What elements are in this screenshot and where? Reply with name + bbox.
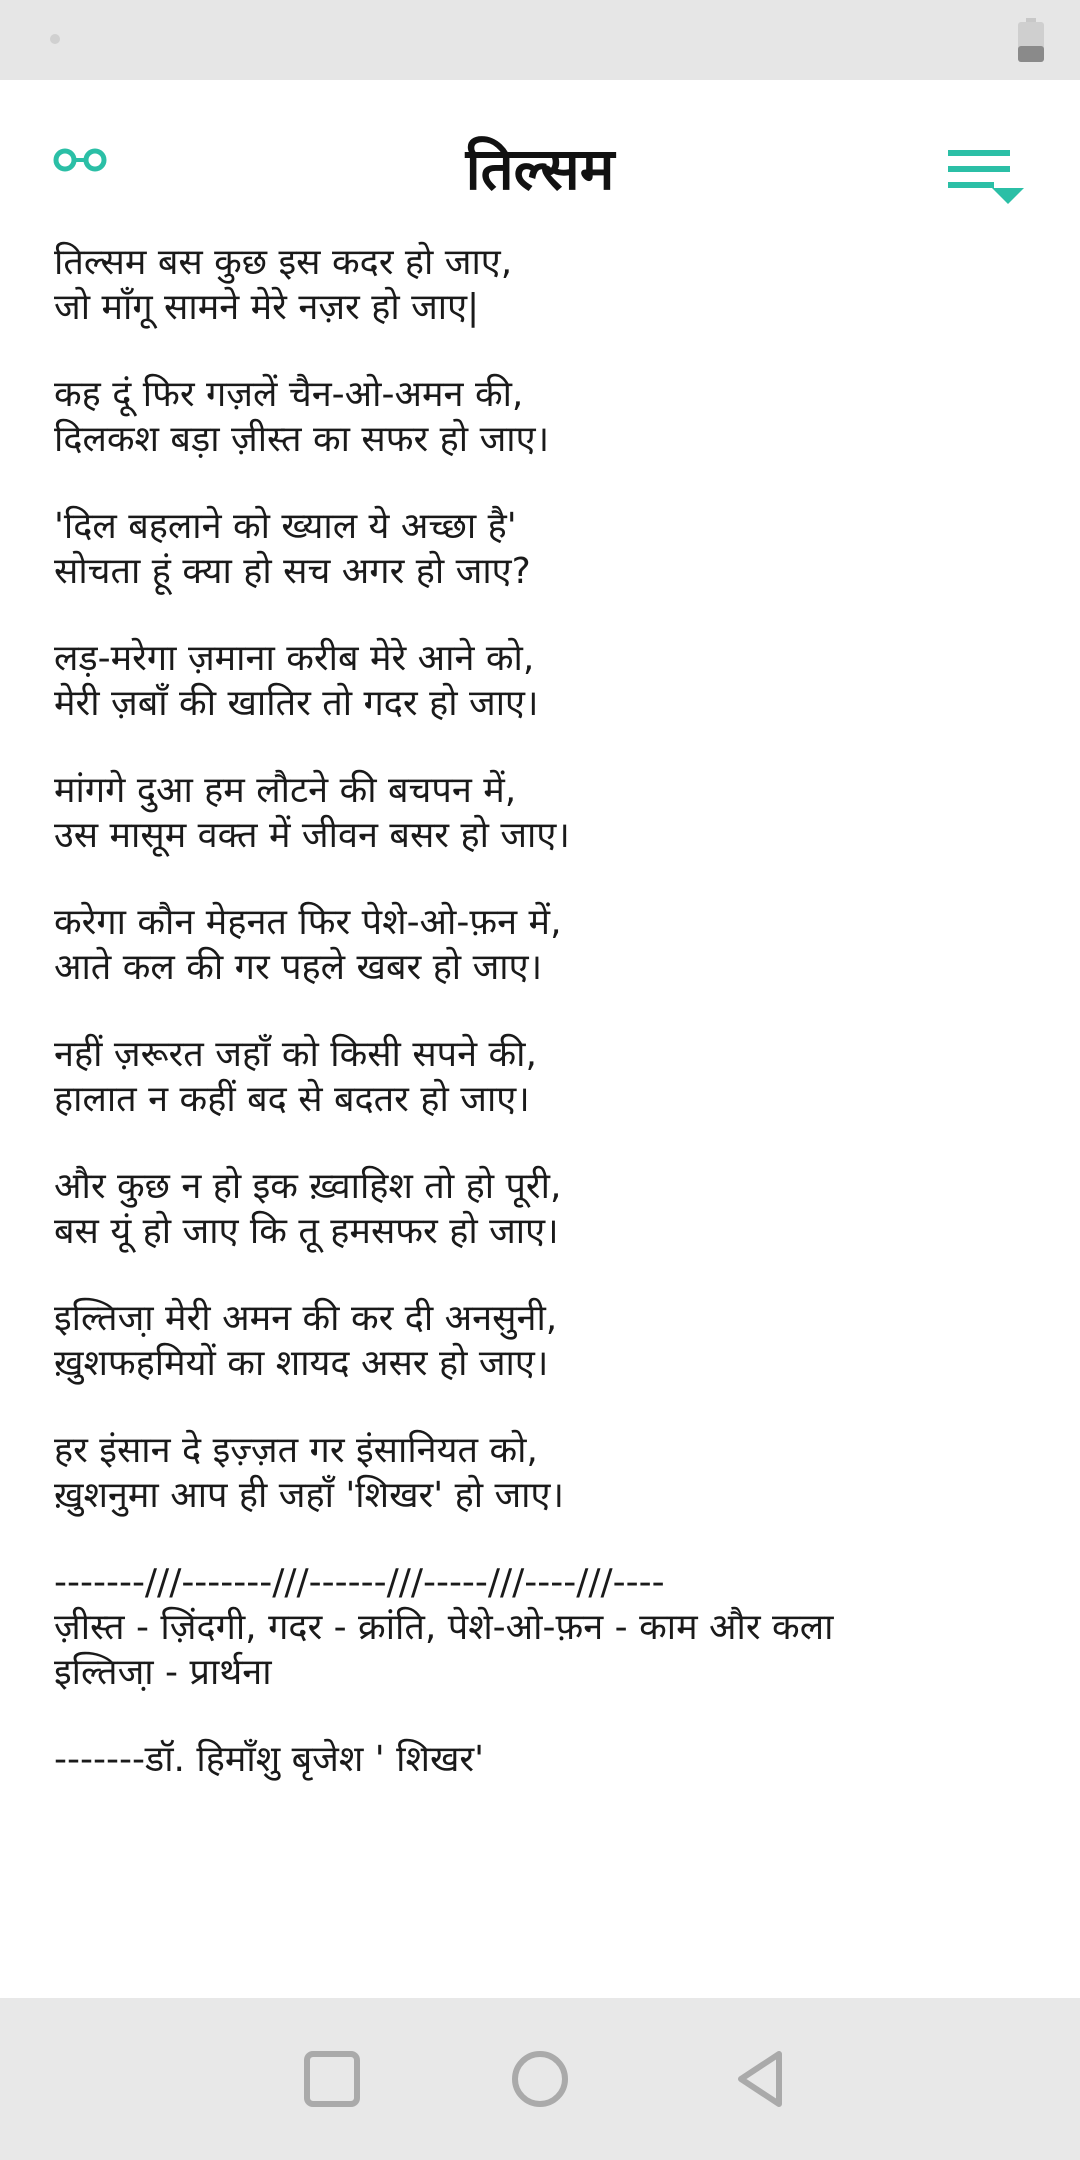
poem-content <box>54 240 1034 1824</box>
poem-line: हर इंसान दे इज़्ज़त गर इंसानियत को, <box>54 1430 538 1471</box>
poem-line: आते कल की गर पहले खबर हो जाए। <box>54 947 543 988</box>
stanza <box>54 1164 1034 1254</box>
poem-line: मेरी ज़बाँ की खातिर तो गदर हो जाए। <box>54 683 539 724</box>
triangle-back-icon[interactable] <box>729 2046 795 2112</box>
poem-line: जो माँगू सामने मेरे नज़र हो जाए| <box>54 287 480 328</box>
poem-line: कह दूं फिर गज़लें चैन-ओ-अमन की, <box>54 374 524 415</box>
stanza <box>54 1428 1034 1518</box>
author-name: -------डॉ. हिमाँशु बृजेश ' शिखर' <box>54 1739 485 1780</box>
poem-line: दिलकश बड़ा ज़ीस्त का सफर हो जाए। <box>54 419 550 460</box>
stanza <box>54 240 1034 330</box>
notification-dot <box>50 34 60 44</box>
menu-sort-icon[interactable] <box>948 146 1024 206</box>
stanza <box>54 768 1034 858</box>
poem-line: इल्तिजा़ मेरी अमन की कर दी अनसुनी, <box>54 1298 558 1339</box>
poem-line: करेगा कौन मेहनत फिर पेशे-ओ-फ़न में, <box>54 902 562 943</box>
poem-line: 'दिल बहलाने को ख्याल ये अच्छा है' <box>54 506 517 547</box>
battery-icon <box>1018 18 1044 62</box>
poem-line: ख़ुशनुमा आप ही जहाँ 'शिखर' हो जाए। <box>54 1475 565 1516</box>
system-nav-bar <box>0 1998 1080 2160</box>
poem-line: मांगगे दुआ हम लौटने की बचपन में, <box>54 770 517 811</box>
stanza <box>54 1296 1034 1386</box>
square-icon[interactable] <box>299 2046 365 2112</box>
glossary <box>54 1560 1034 1695</box>
stanza <box>54 504 1034 594</box>
poem-line: बस यूं हो जाए कि तू हमसफर हो जाए। <box>54 1211 559 1252</box>
poem-line: हालात न कहीं बद से बदतर हो जाए। <box>54 1079 530 1120</box>
stanza <box>54 1032 1034 1122</box>
poem-line: सोचता हूं क्या हो सच अगर हो जाए? <box>54 551 531 592</box>
circle-icon[interactable] <box>507 2046 573 2112</box>
poem-line: और कुछ न हो इक ख़्वाहिश तो हो पूरी, <box>54 1166 562 1207</box>
status-bar <box>0 0 1080 80</box>
poem-line: तिल्सम बस कुछ इस कदर हो जाए, <box>54 242 513 283</box>
glossary-line: इल्तिजा़ - प्रार्थना <box>54 1652 272 1693</box>
stanza <box>54 636 1034 726</box>
stanza <box>54 372 1034 462</box>
page-title: तिल्सम <box>465 135 615 203</box>
poem-line: ख़ुशफहमियों का शायद असर हो जाए। <box>54 1343 549 1384</box>
app-header <box>0 80 1080 240</box>
poem-line: उस मासूम वक्त में जीवन बसर हो जाए। <box>54 815 570 856</box>
stanza <box>54 900 1034 990</box>
poem-line: नहीं ज़रूरत जहाँ को किसी सपने की, <box>54 1034 537 1075</box>
separator-line: -------///-------///------///-----///----///---- <box>54 1562 665 1603</box>
poem-line: लड़-मरेगा ज़माना करीब मेरे आने को, <box>54 638 535 679</box>
glossary-line: ज़ीस्त - ज़िंदगी, गदर - क्रांति, पेशे-ओ-फ़न - काम और कला <box>54 1607 834 1648</box>
author-signature <box>54 1737 1034 1782</box>
